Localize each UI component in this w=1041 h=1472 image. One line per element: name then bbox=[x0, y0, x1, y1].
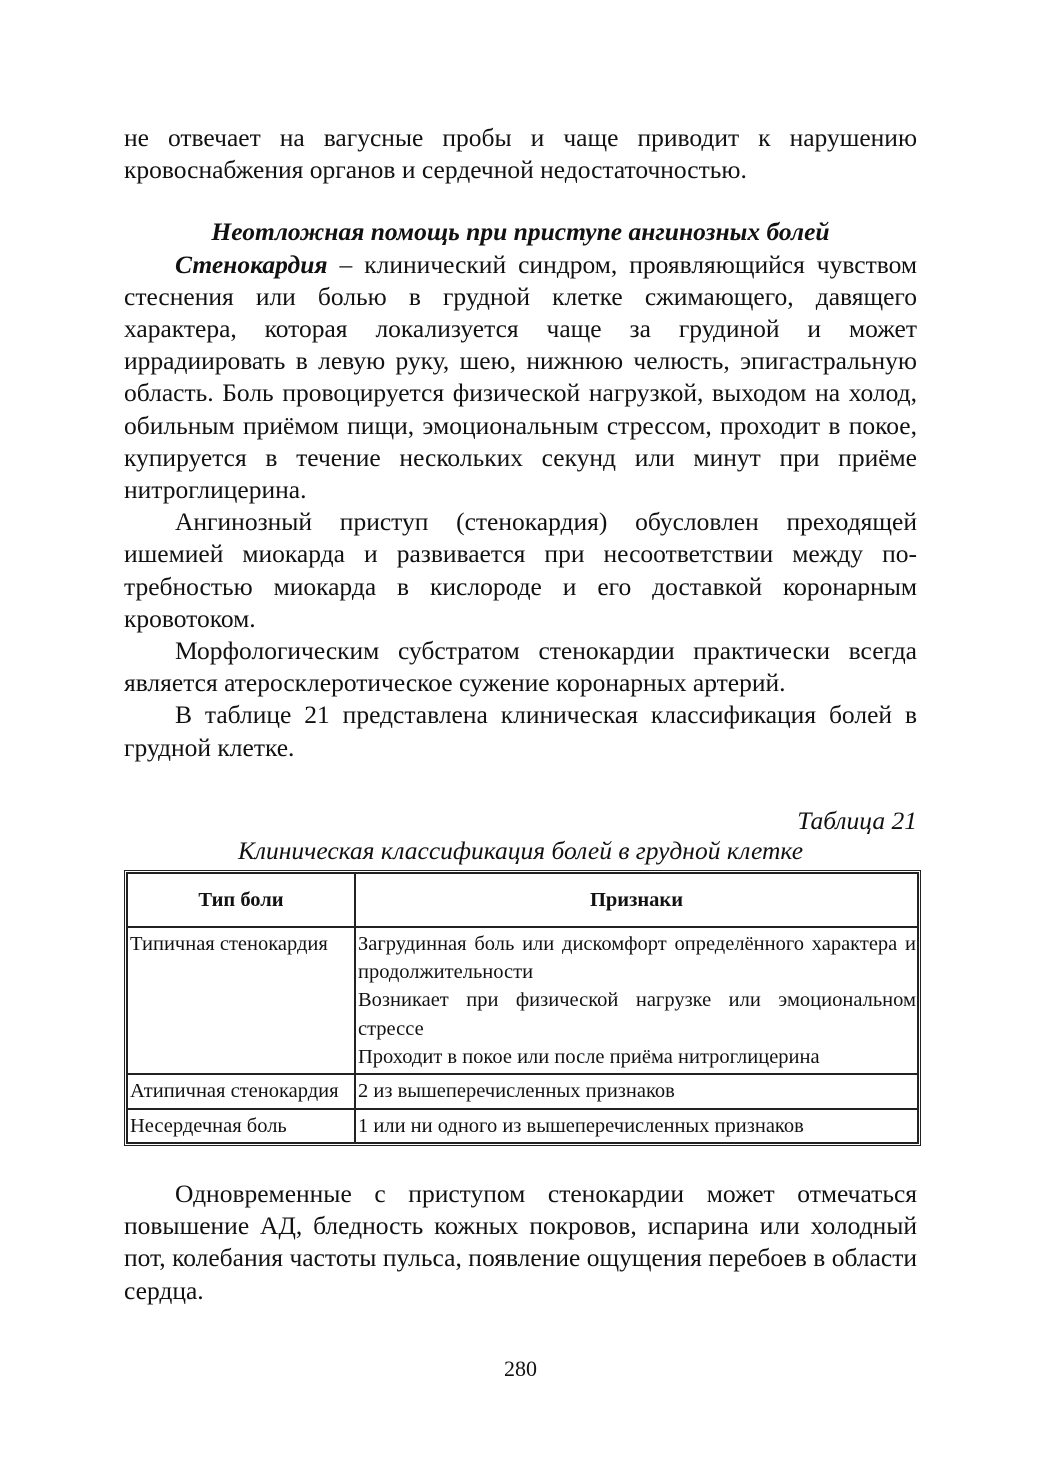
morphology-paragraph: Морфологическим субстратом стенокардии практически всегда является атеросклеротическое сужение коронарных артерий. bbox=[124, 636, 917, 698]
sign-item: Проходит в покое или после приёма нитроглицерина bbox=[358, 1046, 820, 1069]
intro-paragraph: не отвечает на вагусные пробы и чаще приводит к нарушению кровоснабжения органов и сердечной недостаточностью. bbox=[124, 123, 917, 185]
table-reference-paragraph: В таблице 21 представлена клиническая классификация болей в грудной клетке. bbox=[124, 700, 917, 762]
cell-pain-type: Несердечная боль bbox=[127, 1109, 355, 1143]
cell-signs bbox=[355, 1074, 918, 1108]
sign-item: Возникает при физической нагрузке или эмоциональном стрессе bbox=[358, 989, 916, 1040]
table-row bbox=[127, 1074, 918, 1108]
cell-signs bbox=[355, 927, 918, 1074]
page-content bbox=[124, 122, 917, 1307]
cell-pain-type: Атипичная стенокардия bbox=[127, 1074, 355, 1108]
cell-pain-type: Типичная стенокардия bbox=[127, 927, 355, 1074]
table-header-row bbox=[127, 873, 918, 927]
definition-paragraph bbox=[124, 249, 917, 507]
table-row bbox=[127, 927, 918, 1074]
classification-table bbox=[124, 870, 921, 1146]
definition-text: – клинический синдром, проявляющийся чувством стеснения или болью в грудной клетке сжимающего, давящего характера, которая локализуется чаще за грудиной и может иррадиировать в левую руку, шею, нижнюю челюсть, эпигастральную область. Боль провоцируется физической нагрузкой, выходом на холод, обильным приёмом пищи, эмоциональным стрессом, проходит в покое, купируется в течение нескольких секунд или минут при приёме нитроглицерина. bbox=[124, 249, 917, 505]
table-row bbox=[127, 1109, 918, 1143]
anginal-paragraph: Ангинозный приступ (стенокардия) обусловлен преходящей ишемией миокарда и развивается при несоответствии между потребностью миокарда в кислороде и его доставкой коронарным кровотоком. bbox=[124, 507, 917, 633]
page-number: 280 bbox=[504, 1356, 537, 1381]
table-number: Таблица 21 bbox=[797, 805, 917, 835]
table-title: Клиническая классификация болей в грудной клетке bbox=[237, 835, 804, 865]
sign-item: 1 или ни одного из вышеперечисленных признаков bbox=[358, 1114, 804, 1137]
section-heading: Неотложная помощь при приступе ангинозных болей bbox=[211, 217, 830, 247]
sign-item: Загрудинная боль или дискомфорт определённого характера и продолжительности bbox=[358, 932, 916, 984]
header-signs: Признаки bbox=[355, 873, 918, 927]
definition-term: Стенокардия bbox=[175, 249, 328, 279]
header-pain-type: Тип боли bbox=[127, 873, 355, 927]
cell-signs bbox=[355, 1109, 918, 1143]
concurrent-symptoms-paragraph: Одновременные с приступом стенокардии может отмечаться повышение АД, бледность кожных покровов, испарина или холодный пот, колебания частоты пульса, появление ощущения перебоев в области сердца. bbox=[124, 1178, 917, 1305]
sign-item: 2 из вышеперечисленных признаков bbox=[358, 1080, 675, 1103]
